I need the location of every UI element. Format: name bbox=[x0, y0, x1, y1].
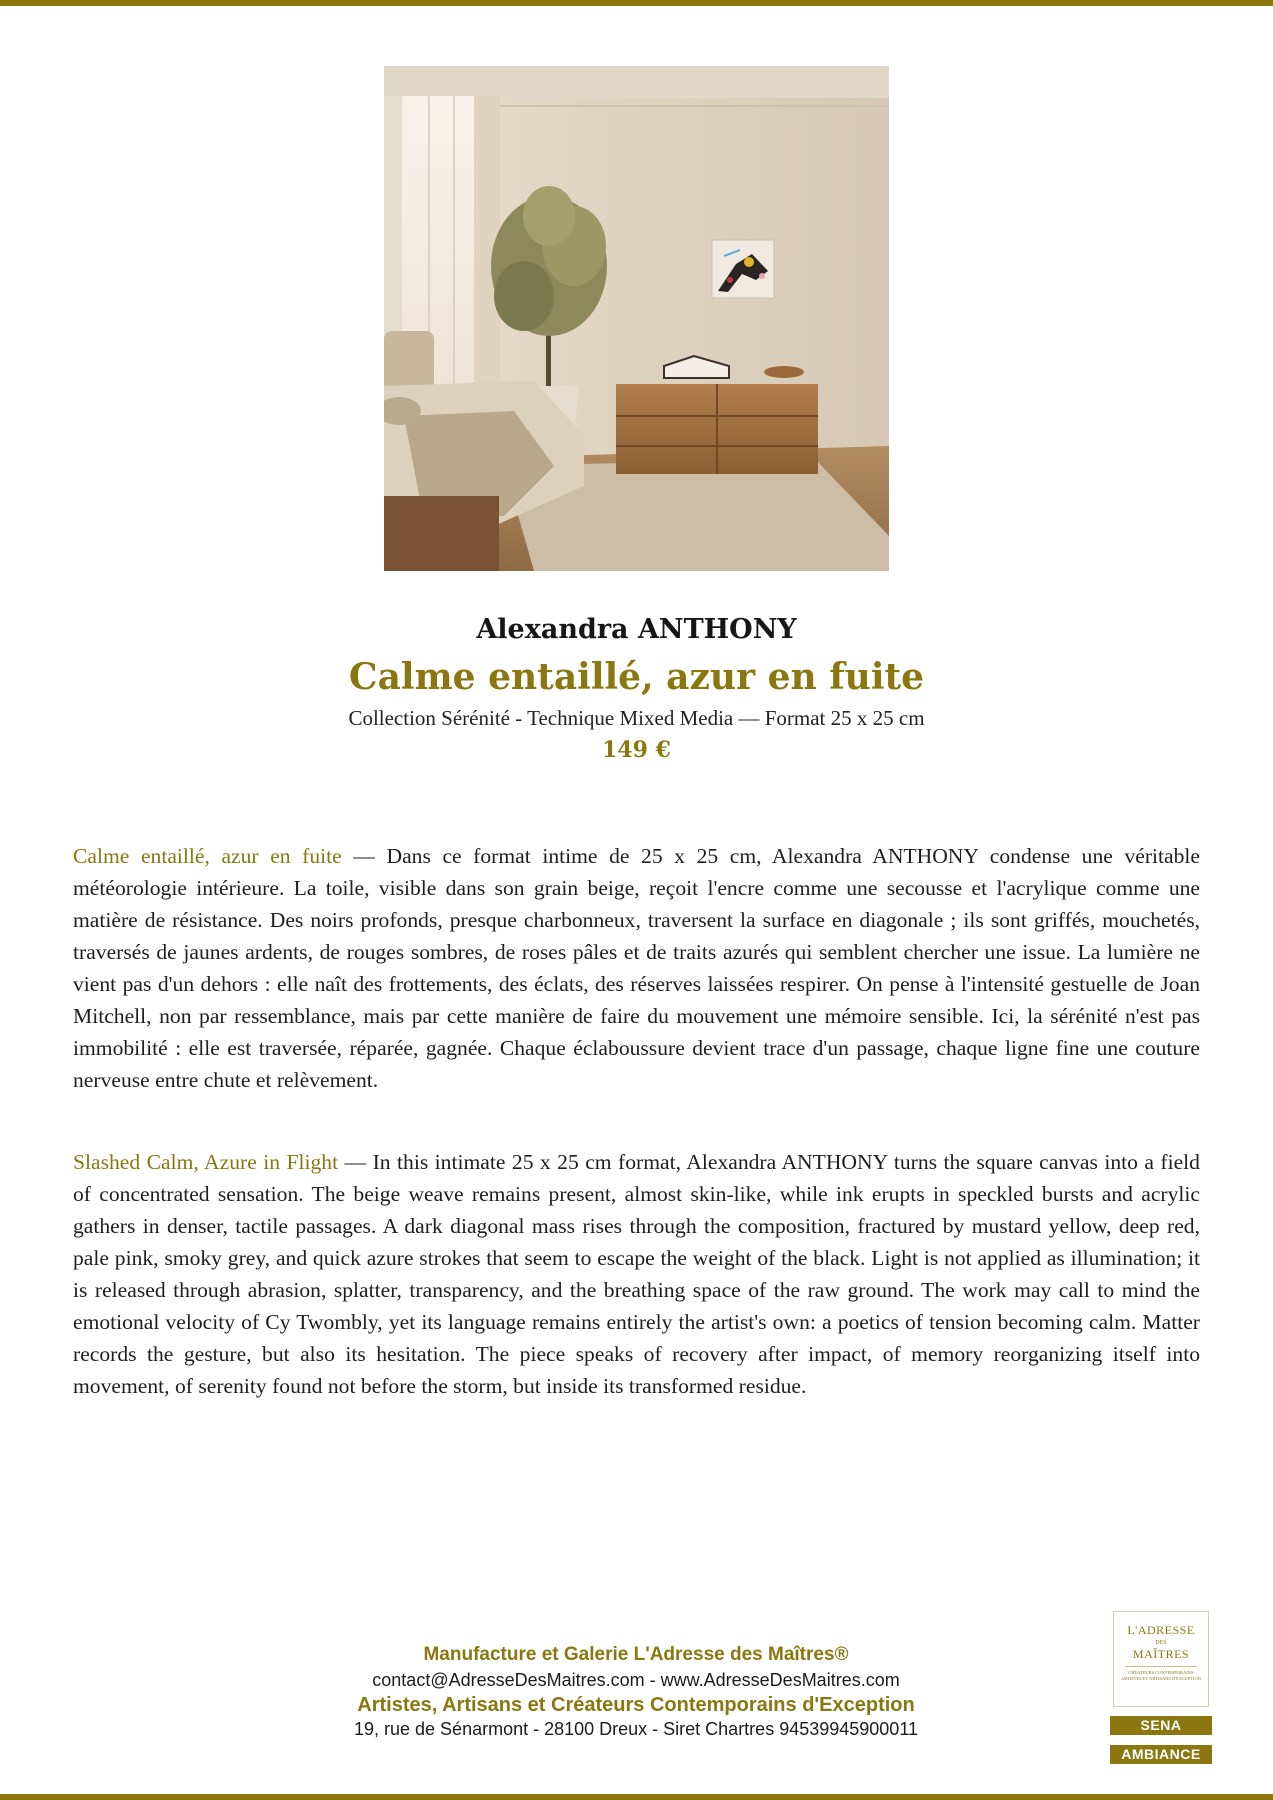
logo-line-4: CRÉATEURS CONTEMPORAINS ARTISTES ET ARTISANS D'EXCEPTION bbox=[1120, 1670, 1202, 1681]
sena-badge: SENA bbox=[1110, 1716, 1212, 1735]
ambiance-badge: AMBIANCE bbox=[1110, 1745, 1212, 1764]
description-french-text: — Dans ce format intime de 25 x 25 cm, Alexandra ANTHONY condense une véritable météorologie intérieure. La toile, visible dans son grain beige, reçoit l'encre comme une secousse et l'acrylique comme une matière de résistance. Des noirs profonds, presque charbonneux, traversent la surface en diagonale ; ils sont griffés, mouchetés, traversés de jaunes ardents, de rouges sombres, de roses pâles et de traits azurés qui semblent chercher une issue. La lumière ne vient pas d'un dehors : elle naît des frottements, des éclats, des réserves laissées respirer. On pense à l'intensité gestuelle de Joan Mitchell, non par ressemblance, mais par cette manière de faire du mouvement une mémoire sensible. Ici, la sérénité n'est pas immobilité : elle est traversée, réparée, gagnée. Chaque éclaboussure devient trace d'un passage, chaque ligne fine une couture nerveuse entre chute et relèvement. bbox=[73, 844, 1200, 1092]
description-english-text: — In this intimate 25 x 25 cm format, Alexandra ANTHONY turns the square canvas into a field of concentrated sensation. The beige weave remains present, almost skin-like, while ink erupts in speckled bursts and acrylic gathers in denser, tactile passages. A dark diagonal mass rises through the composition, fractured by mustard yellow, deep red, pale pink, smoky grey, and quick azure strokes that seem to escape the weight of the black. Light is not applied as illumination; it is released through abrasion, splatter, transparency, and the breathing space of the raw ground. The work may call to mind the emotional velocity of Cy Twombly, yet its language remains entirely the artist's own: a poetics of tension becoming calm. Matter records the gesture, but also its hesitation. The piece speaks of recovery after impact, of memory reorganizing itself into movement, of serenity found not before the storm, but inside its transformed residue. bbox=[73, 1150, 1200, 1398]
description-english bbox=[73, 1146, 1200, 1402]
gallery-contact[interactable]: contact@AdresseDesMaitres.com - www.AdresseDesMaitres.com bbox=[372, 1670, 900, 1690]
gallery-tagline: Artistes, Artisans et Créateurs Contemporains d'Exception bbox=[357, 1694, 915, 1716]
artwork-price: 149 € bbox=[602, 737, 671, 763]
artwork-title: Calme entaillé, azur en fuite bbox=[348, 656, 925, 698]
gallery-address: 19, rue de Sénarmont - 28100 Dreux - Siret Chartres 94539945900011 bbox=[353, 1719, 919, 1739]
gallery-logo bbox=[1113, 1611, 1209, 1707]
gallery-name: Manufacture et Galerie L'Adresse des Maîtres® bbox=[423, 1644, 849, 1665]
logo-line-1: L'ADRESSE bbox=[1127, 1623, 1195, 1637]
logo-line-2: DES bbox=[1155, 1640, 1167, 1646]
description-french-lead: Calme entaillé, azur en fuite bbox=[73, 844, 342, 868]
bottom-accent-bar bbox=[0, 1794, 1273, 1800]
artwork-details: Collection Sérénité - Technique Mixed Media — Format 25 x 25 cm bbox=[348, 706, 925, 730]
top-accent-bar bbox=[0, 0, 1273, 6]
artist-name: Alexandra ANTHONY bbox=[476, 614, 797, 645]
description-english-lead: Slashed Calm, Azure in Flight bbox=[73, 1150, 339, 1174]
description-french bbox=[73, 840, 1200, 1096]
logo-line-3: MAÎTRES bbox=[1132, 1647, 1190, 1661]
logo-divider bbox=[1125, 1666, 1197, 1667]
artwork-room-image bbox=[384, 66, 889, 571]
